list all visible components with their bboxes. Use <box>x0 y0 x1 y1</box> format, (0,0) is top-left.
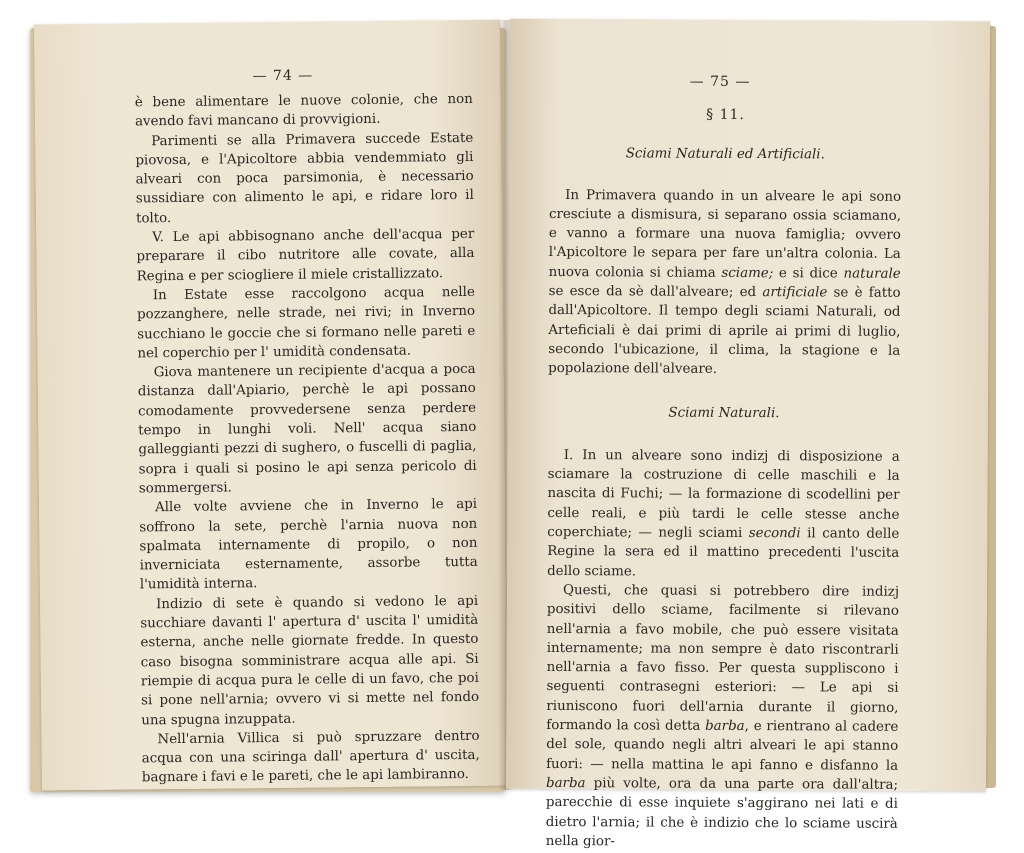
paragraph: Alle volte avviene che in Inverno le api soffrono la sete, perchè l'arnia nuova non spalmata internamente di propilo, o non inverniciata esternamente, assorbe tutta l'umidità interna. <box>139 497 478 593</box>
section-title: Sciami Naturali ed Artificiali. <box>625 146 825 163</box>
paragraph: Giova mantenere un recipiente d'acqua a poca distanza dall'Apiario, perchè le api possano comodamente provvedersene senza perdere tempo in lunghi voli. Nell' acqua siano galleggianti pezzi di sughero, o fuscelli di paglia, sopra i quali si posino le api senza pericolo di sommergersi. <box>137 362 477 497</box>
paragraph: è bene alimentare le nuove colonie, che non avendo favi mancano di provvigioni. <box>134 91 473 130</box>
paragraph: In Primavera quando in un alveare le api sono cresciute a dismisura, si separano ossia sciamano, e vanno a formare una nuova famiglia; ovvero l'Apicoltore le separa per fare un'altra colonia. La nuova colonia si chiama sciame; e si dice naturale se esce da sè dall'alveare; ed artificiale se è fatto dall'Apicoltore. Il tempo degli sciami Naturali, od Arteficiali è dai primi di aprile ai primi di luglio, secondo l'ubicazione, il clima, la stagione e la popolazione dell'alveare. <box>548 187 902 378</box>
subheading: Sciami Naturali. <box>668 405 780 421</box>
page-number-right: — 75 — <box>689 73 751 91</box>
section-number: § 11. <box>706 106 745 123</box>
paragraph: V. Le api abbisognano anche dell'acqua per preparare il cibo nutritore alle covate, alla Regina e per sciogliere il miele cristallizzato. <box>136 226 475 285</box>
paragraph: Parimenti se alla Primavera succede Estate piovosa, e l'Apicoltore abbia vendemmiato gli alveari con poca parsimonia, è necessario sussidiare con alimento le api, e ridare loro il tolto. <box>135 130 474 227</box>
paragraph: In Estate esse raccolgono acqua nelle pozzanghere, nelle strade, nei rivi; in Inverno succhiano le goccie che si formano nelle pareti e nel coperchio per l' umidità condensata. <box>136 284 476 362</box>
left-page <box>34 20 508 791</box>
paragraph: I. In un alveare sono indizj di disposizione a sciamare la costruzione di celle maschili e la nascita di Fuchi; — la formazione di scodellini per celle reali, e più tardi le celle stesse anche coperchiate; — negli sciami secondi il canto delle Regine la sera ed il mattino precedenti l'uscita dello sciame. <box>547 447 900 580</box>
page-number-left: — 74 — <box>252 67 314 85</box>
paragraph: Nell'arnia Villica si può spruzzare dentro acqua con una sciringa dall' apertura d' uscita, bagnare i favi e le pareti, che le api lambiranno. <box>141 728 480 786</box>
right-page-text <box>546 105 902 853</box>
paragraph: Indizio di sete è quando si vedono le api succhiare davanti l' apertura d' uscita l' umidità esterna, anche nelle giornate fredde. In questo caso bisogna somministrare acqua alle api. Si riempie di acqua pura le celle di un favo, che poi si pone nell'arnia; ovvero vi si mette nel fondo una spugna inzuppata. <box>140 593 480 728</box>
right-page <box>506 19 990 850</box>
paragraph: Questi, che quasi si potrebbero dire indizj positivi dello sciame, facilmente si rilevano nell'arnia a favo mobile, che può essere visitata internamente; ma non sempre è dato riscontrarli nell'arnia a favo fisso. Per questa suppliscono i seguenti contrasegni esteriori: — Le api si riuniscono fuori dell'arnia durante il giorno, formando la così detta barba, e rientrano al cadere del sole, quando negli altri alveari le api stanno fuori: — nella mattina le api fanno e disfanno la barba più volte, ora da una parte ora dall'altra; parecchie di esse inquiete s'aggirano nei lati e di dietro l'arnia; il che è indizio che lo sciame uscirà nella gior- <box>545 582 900 850</box>
left-page-text <box>135 90 480 788</box>
